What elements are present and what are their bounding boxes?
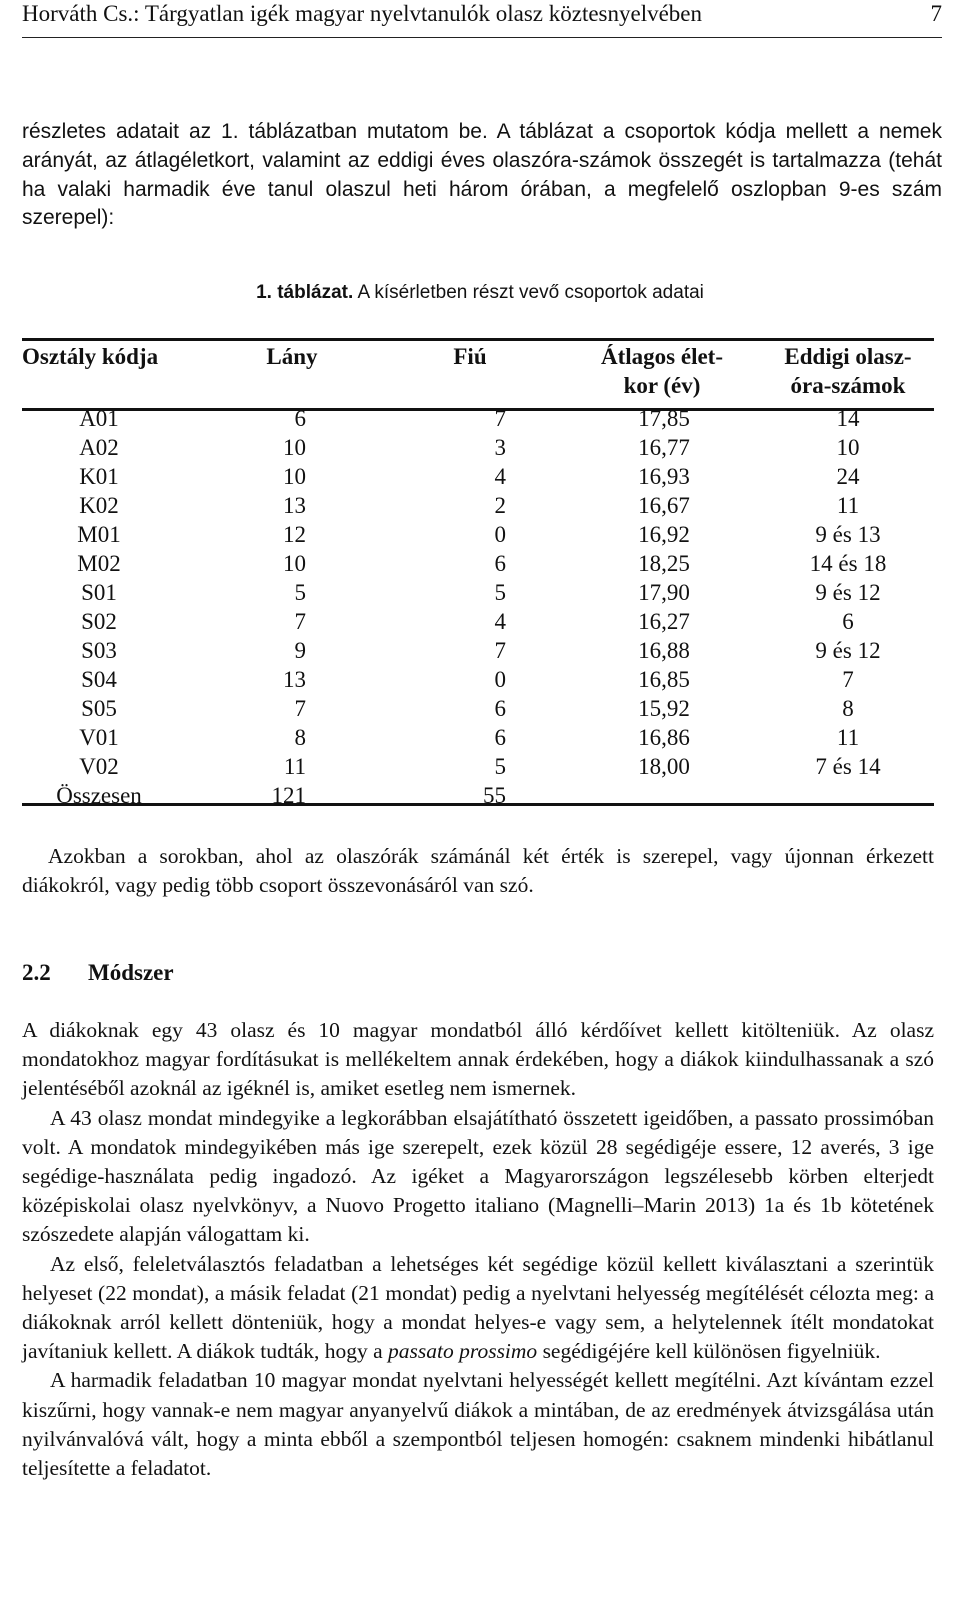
cell-boys: 6: [494, 725, 506, 750]
cell-hours: 24: [836, 464, 860, 489]
cell-code: S05: [81, 696, 117, 721]
cell-code: V01: [79, 725, 119, 750]
table-row: [22, 433, 934, 462]
cell-boys: 4: [494, 609, 506, 634]
cell-age: 16,92: [638, 522, 690, 547]
cell-code: K02: [79, 493, 119, 518]
header-average-age: [582, 342, 742, 400]
cell-code: S02: [81, 609, 117, 634]
cell-age: 17,85: [638, 406, 690, 431]
header-boys: Fiú: [453, 344, 487, 369]
section-heading: [22, 958, 934, 988]
page-number: 7: [930, 1, 942, 26]
cell-age: 16,93: [638, 464, 690, 489]
cell-age: 16,85: [638, 667, 690, 692]
table-caption: [0, 280, 960, 306]
cell-age: 16,67: [638, 493, 690, 518]
cell-age: 16,86: [638, 725, 690, 750]
cell-age: 18,25: [638, 551, 690, 576]
table-row: [22, 578, 934, 607]
section-number: 2.2: [22, 960, 51, 985]
cell-girls: 12: [283, 522, 306, 547]
cell-hours: 7: [842, 667, 854, 692]
cell-boys: 6: [494, 696, 506, 721]
paragraph-text: segédigéjére kell különösen figyelniük.: [537, 1339, 881, 1364]
cell-boys: 0: [494, 522, 506, 547]
cell-age: 15,92: [638, 696, 690, 721]
cell-hours: 11: [836, 493, 860, 518]
cell-code: Összesen: [56, 783, 142, 808]
cell-girls: 13: [283, 493, 306, 518]
cell-girls: 8: [294, 725, 306, 750]
cell-girls: 10: [283, 551, 306, 576]
cell-girls: 7: [294, 696, 306, 721]
section-title: Módszer: [88, 960, 174, 985]
table-body: [22, 404, 934, 810]
cell-hours: 8: [842, 696, 854, 721]
cell-code: S01: [81, 580, 117, 605]
table-caption-text: A kísérletben részt vevő csoportok adatai: [353, 282, 704, 303]
cell-age: 16,88: [638, 638, 690, 663]
header-class-code: Osztály kódja: [22, 344, 159, 369]
paragraph: A harmadik feladatban 10 magyar mondat nyelvtani helyességét kellett megítélni. Azt kívántam ezzel kiszűrni, hogy vannak-e nem magyar anyanyelvű diákok a mintában, de az eredmények átvizsgálása után nyilvánvalóvá vált, hogy a minta ebből a szempontból teljesen homogén: csaknem mindenki hibátlanul teljesítette a feladatot.: [22, 1368, 934, 1481]
cell-code: A01: [79, 406, 119, 431]
cell-girls: 13: [283, 667, 306, 692]
cell-code: K01: [79, 464, 119, 489]
cell-code: V02: [79, 754, 119, 779]
header-average-age-line2: kor (év): [623, 373, 701, 398]
cell-boys: 5: [494, 580, 506, 605]
table-row: [22, 549, 934, 578]
cell-age: 16,77: [638, 435, 690, 460]
cell-girls: 9: [294, 638, 306, 663]
table-row: [22, 404, 934, 433]
header-average-age-line1: Átlagos élet-: [601, 344, 723, 369]
header-italian-hours-line1: Eddigi olasz-: [784, 344, 912, 369]
paragraph: A 43 olasz mondat mindegyike a legkorábban elsajátítható összetett igeidőben, a passato prossimóban volt. A mondatok mindegyikében más ige szerepelt, ezek közül 28 segédigéje essere, 12 averés, 3 ige segédige-használata pedig ingadozó. Az igéket a Magyarországon legszélesebb körben elterjedt középiskolai olasz nyelvkönyv, a Nuovo Progetto italiano (Magnelli–Marin 2013) 1a és 1b kötetének szószedete alapján válogattam ki.: [22, 1105, 934, 1247]
table-row: [22, 665, 934, 694]
paragraph-text: Az első, feleletválasztós feladatban a lehetséges két segédige közül kellett kiválasztani a szerintük helyeset (22 mondat), a másik feladat (21 mondat) pedig a nyelvtani helyesség megítélését célozta meg: a diákoknak arról kellett dönteniük, hogy a mondat helyes-e vagy sem, a helytelennek ítélt mondatokat javítaniuk kellett. A diákok tudták, hogy a: [22, 1251, 934, 1364]
paragraph: A diákoknak egy 43 olasz és 10 magyar mondatból álló kérdőívet kellett kitölteniük. Az olasz mondatokhoz magyar fordításukat is mellékeltem annak érdekében, hogy a diákok kiindulhassanak a szó jelentéséből azoknál az igéknél is, amiket esetleg nem ismernek.: [22, 1018, 934, 1101]
cell-boys: 3: [494, 435, 506, 460]
cell-girls: 5: [294, 580, 306, 605]
table-row: [22, 752, 934, 781]
running-header: [22, 0, 942, 28]
table-row: [22, 636, 934, 665]
cell-hours: 11: [836, 725, 860, 750]
cell-girls: 6: [294, 406, 306, 431]
cell-boys: 6: [494, 551, 506, 576]
table-row: [22, 607, 934, 636]
cell-girls: 121: [271, 783, 306, 808]
cell-hours: 10: [836, 435, 860, 460]
cell-hours: 7 és 14: [815, 754, 881, 779]
cell-hours: 9 és 13: [815, 522, 881, 547]
table-row: [22, 462, 934, 491]
cell-code: S03: [81, 638, 117, 663]
table-row: [22, 491, 934, 520]
cell-girls: 10: [283, 464, 306, 489]
table-header: [22, 338, 934, 408]
cell-code: M02: [77, 551, 121, 576]
cell-boys: 0: [494, 667, 506, 692]
cell-hours: 9 és 12: [815, 580, 881, 605]
italic-term: passato prossimo: [388, 1339, 538, 1364]
table-bottom-rule: [22, 803, 934, 806]
cell-girls: 11: [283, 754, 306, 779]
cell-age: 18,00: [638, 754, 690, 779]
running-title: Horváth Cs.: Tárgyatlan igék magyar nyelvtanulók olasz köztesnyelvében: [22, 1, 703, 26]
cell-girls: 10: [283, 435, 306, 460]
cell-boys: 4: [494, 464, 506, 489]
table-row: [22, 694, 934, 723]
cell-hours: 9 és 12: [815, 638, 881, 663]
cell-hours: 14: [836, 406, 860, 431]
table-note: Azokban a sorokban, ahol az olaszórák számánál két érték is szerepel, vagy újonnan érkezett diákokról, vagy pedig több csoport összevonásáról van szó.: [22, 844, 934, 897]
cell-code: M01: [77, 522, 121, 547]
cell-boys: 7: [494, 638, 506, 663]
header-rule: [22, 37, 942, 38]
cell-hours: 6: [842, 609, 854, 634]
section-body: [22, 1016, 934, 1483]
cell-code: S04: [81, 667, 117, 692]
header-girls: Lány: [266, 344, 318, 369]
cell-hours: 14 és 18: [809, 551, 887, 576]
cell-age: 16,27: [638, 609, 690, 634]
table-row: [22, 520, 934, 549]
intro-paragraph: részletes adatait az 1. táblázatban mutatom be. A táblázat a csoportok kódja mellett a nemek arányát, az átlagéletkort, valamint az eddigi éves olaszóra-számok összegét is tartalmazza (tehát ha valaki harmadik éve tanul olaszul heti három órában, a megfelelő oszlopban 9-es szám szerepel):: [22, 120, 942, 230]
cell-girls: 7: [294, 609, 306, 634]
cell-boys: 2: [494, 493, 506, 518]
table-caption-label: 1. táblázat.: [256, 282, 354, 303]
table-row: [22, 723, 934, 752]
cell-boys: 5: [494, 754, 506, 779]
header-italian-hours-line2: óra-számok: [790, 373, 906, 398]
cell-boys: 55: [483, 783, 506, 808]
cell-code: A02: [79, 435, 119, 460]
cell-age: 17,90: [638, 580, 690, 605]
cell-boys: 7: [494, 406, 506, 431]
header-italian-hours: [762, 342, 934, 400]
paragraph: [22, 1250, 934, 1367]
